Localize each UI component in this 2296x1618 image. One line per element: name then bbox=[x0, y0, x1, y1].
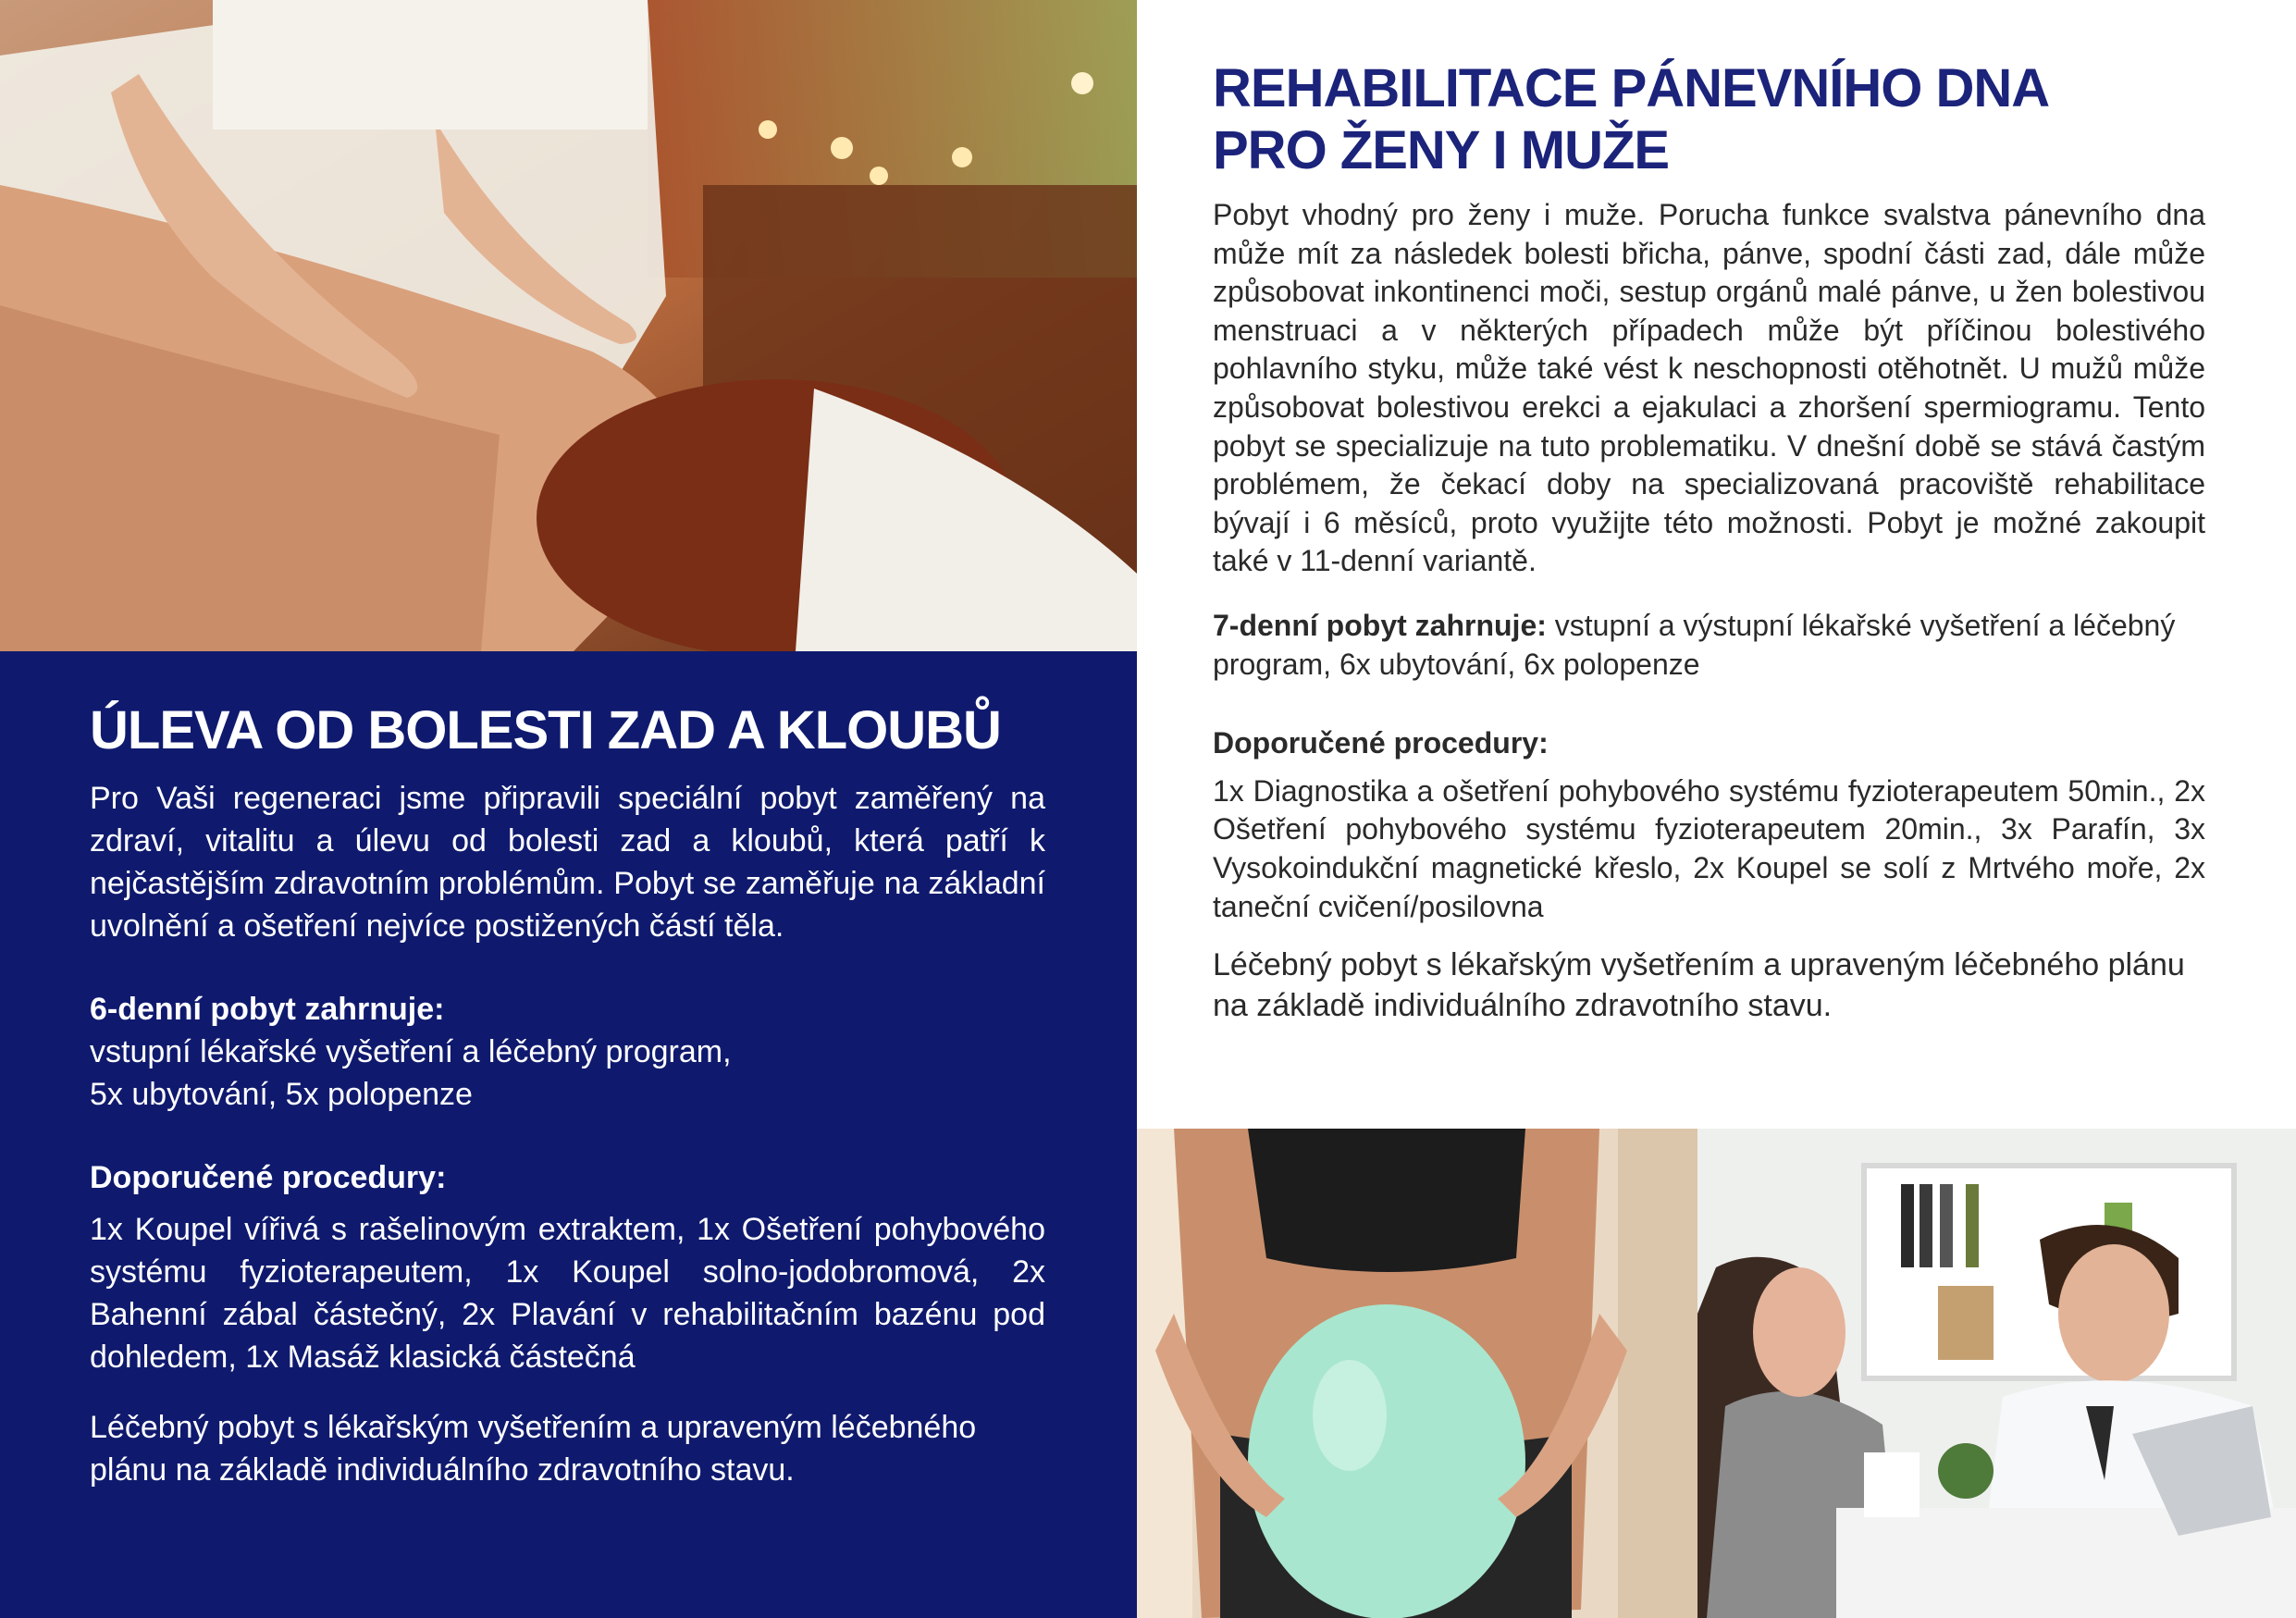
right-includes-text: vstupní a výstupní lékařské vyšetření a léčebný program, 6x ubytování, 6x polopenze bbox=[1213, 608, 2176, 681]
right-includes-heading: 7-denní pobyt zahrnuje: bbox=[1213, 608, 1547, 642]
doctor-consultation-photo bbox=[1697, 1129, 2296, 1618]
right-procedures-text: 1x Diagnostika a ošetření pohybového systému fyzioterapeutem 50min., 2x Ošetření pohybového systému fyzioterapeutem 20min., 3x Parafín, 3x Vysokoindukční magnetické křeslo, 2x Koupel se solí z Mrtvého moře, 2x taneční cvičení/posilovna bbox=[1213, 773, 2205, 923]
right-article bbox=[1213, 57, 2205, 1026]
massage-photo bbox=[0, 0, 1137, 651]
right-closing-text: Léčebný pobyt s lékařským vyšetřením a upraveným léčebného plánu na základě individuálního zdravotního stavu. bbox=[1213, 947, 2185, 1024]
right-title-line1: REHABILITACE PÁNEVNÍHO DNA bbox=[1213, 58, 2050, 118]
left-article-intro: Pro Vaši regeneraci jsme připravili speciální pobyt zaměřený na zdraví, vitalitu a úlevu od bolesti zad a kloubů, která patří k nejčastějším zdravotním problémům. Pobyt se zaměřuje na základní uvolnění a ošetření nejvíce postižených částí těla. bbox=[90, 781, 1045, 944]
left-includes-line1: vstupní lékařské vyšetření a léčebný program, bbox=[90, 1034, 732, 1069]
left-article-title: ÚLEVA OD BOLESTI ZAD A KLOUBŮ bbox=[90, 700, 1001, 760]
left-includes-heading: 6-denní pobyt zahrnuje: bbox=[90, 992, 445, 1027]
left-article bbox=[90, 698, 1045, 1491]
right-article-intro: Pobyt vhodný pro ženy i muže. Porucha funkce svalstva pánevního dna může mít za následek bolesti břicha, pánve, spodní části zad, dále může způsobovat inkontinenci moči, sestup orgánů malé pánve, u žen bolestivou menstruaci a v některých případech může být příčinou bolestivého pohlavního styku, může také vést k neschopnosti otěhotnět. U mužů může způsobovat bolestivou erekci a ejakulaci a zhoršení spermiogramu. Tento pobyt se specializuje na tuto problematiku. V dnešní době se stává častým problémem, že čekací doby na specializovaná pracoviště rehabilitace bývají i 6 měsíců, proto využijte této možnosti. Pobyt je možné zakoupit také v 11-denní variantě. bbox=[1213, 198, 2205, 578]
left-includes-line2: 5x ubytování, 5x polopenze bbox=[90, 1077, 473, 1112]
left-procedures-heading: Doporučené procedury: bbox=[90, 1160, 447, 1195]
right-article-title bbox=[1213, 57, 2205, 181]
pelvic-balloon-photo bbox=[1137, 1129, 1697, 1618]
left-closing-text: Léčebný pobyt s lékařským vyšetřením a upraveným léčebného plánu na základě individuálního zdravotního stavu. bbox=[90, 1410, 977, 1488]
right-procedures-heading: Doporučené procedury: bbox=[1213, 726, 1549, 760]
left-procedures-text: 1x Koupel vířivá s rašelinovým extraktem, 1x Ošetření pohybového systému fyzioterapeutem, 1x Koupel solno-jodobromová, 2x Bahenní zábal částečný, 2x Plavání v rehabilitačním bazénu pod dohledem, 1x Masáž klasická částečná bbox=[90, 1212, 1045, 1375]
left-article-panel bbox=[0, 651, 1137, 1618]
right-title-line2: PRO ŽENY I MUŽE bbox=[1213, 120, 1670, 180]
right-includes-paragraph bbox=[1213, 607, 2205, 684]
